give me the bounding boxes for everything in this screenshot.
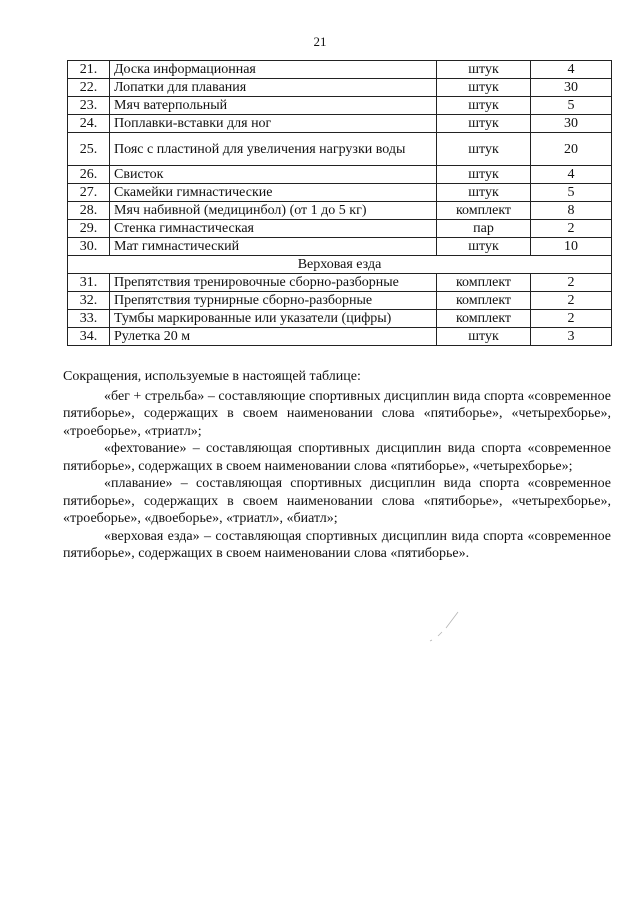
item-name: Мяч ватерпольный bbox=[110, 97, 437, 115]
section-title: Верховая езда bbox=[68, 256, 612, 274]
table-row bbox=[68, 61, 612, 79]
item-name: Тумбы маркированные или указатели (цифры) bbox=[110, 310, 437, 328]
table-row bbox=[68, 328, 612, 346]
item-name: Доска информационная bbox=[110, 61, 437, 79]
item-name: Препятствия турнирные сборно-разборные bbox=[110, 292, 437, 310]
unit: штук bbox=[437, 328, 531, 346]
quantity: 5 bbox=[531, 184, 612, 202]
note-paragraph: «плавание» – составляющая спортивных дисциплин вида спорта «современное пятиборье», содержащих в своем наименовании слова «пятиборье», «четырехборье», «троеборье», «двоеборье», «триатл», «биатл»; bbox=[63, 476, 611, 526]
row-number: 25. bbox=[68, 133, 110, 166]
row-number: 33. bbox=[68, 310, 110, 328]
table-row bbox=[68, 238, 612, 256]
unit: штук bbox=[437, 79, 531, 97]
abbreviations-notes bbox=[63, 368, 611, 563]
unit: штук bbox=[437, 97, 531, 115]
table-row bbox=[68, 202, 612, 220]
note-paragraph: «бег + стрельба» – составляющие спортивных дисциплин вида спорта «современное пятиборье», содержащих в своем наименовании слова «пятиборье», «четырехборье», «троеборье», «триатл»; bbox=[63, 388, 611, 439]
note-paragraph: «верховая езда» – составляющая спортивных дисциплин вида спорта «современное пятиборье», содержащих в своем наименовании слова «пятиборье». bbox=[63, 528, 611, 561]
quantity: 3 bbox=[531, 328, 612, 346]
item-name: Скамейки гимнастические bbox=[110, 184, 437, 202]
unit: комплект bbox=[437, 292, 531, 310]
item-name: Рулетка 20 м bbox=[110, 328, 437, 346]
item-name: Стенка гимнастическая bbox=[110, 220, 437, 238]
faint-pen-mark bbox=[424, 606, 464, 646]
table-row bbox=[68, 115, 612, 133]
row-number: 29. bbox=[68, 220, 110, 238]
unit: комплект bbox=[437, 310, 531, 328]
note-paragraph: «фехтование» – составляющая спортивных дисциплин вида спорта «современное пятиборье», содержащих в своем наименовании слова «пятиборье», «четырехборье»; bbox=[63, 441, 611, 474]
unit: пар bbox=[437, 220, 531, 238]
quantity: 30 bbox=[531, 79, 612, 97]
unit: штук bbox=[437, 133, 531, 166]
quantity: 30 bbox=[531, 115, 612, 133]
row-number: 21. bbox=[68, 61, 110, 79]
row-number: 28. bbox=[68, 202, 110, 220]
table-row bbox=[68, 133, 612, 166]
page-number: 21 bbox=[313, 34, 327, 49]
equipment-table bbox=[67, 60, 612, 346]
row-number: 24. bbox=[68, 115, 110, 133]
unit: комплект bbox=[437, 274, 531, 292]
table-row bbox=[68, 292, 612, 310]
row-number: 26. bbox=[68, 166, 110, 184]
section-header-row bbox=[68, 256, 612, 274]
quantity: 2 bbox=[531, 310, 612, 328]
table-row bbox=[68, 184, 612, 202]
table-row bbox=[68, 220, 612, 238]
item-name: Препятствия тренировочные сборно-разборные bbox=[110, 274, 437, 292]
quantity: 20 bbox=[531, 133, 612, 166]
table-row bbox=[68, 166, 612, 184]
quantity: 10 bbox=[531, 238, 612, 256]
notes-intro: Сокращения, используемые в настоящей таблице: bbox=[63, 369, 361, 384]
quantity: 4 bbox=[531, 166, 612, 184]
quantity: 8 bbox=[531, 202, 612, 220]
row-number: 30. bbox=[68, 238, 110, 256]
item-name: Мат гимнастический bbox=[110, 238, 437, 256]
unit: штук bbox=[437, 238, 531, 256]
item-name: Лопатки для плавания bbox=[110, 79, 437, 97]
row-number: 32. bbox=[68, 292, 110, 310]
item-name: Пояс с пластиной для увеличения нагрузки воды bbox=[110, 133, 437, 166]
unit: штук bbox=[437, 115, 531, 133]
item-name: Свисток bbox=[110, 166, 437, 184]
row-number: 31. bbox=[68, 274, 110, 292]
table-row bbox=[68, 310, 612, 328]
quantity: 4 bbox=[531, 61, 612, 79]
table-row bbox=[68, 79, 612, 97]
table-row bbox=[68, 97, 612, 115]
unit: комплект bbox=[437, 202, 531, 220]
item-name: Мяч набивной (медицинбол) (от 1 до 5 кг) bbox=[110, 202, 437, 220]
table-row bbox=[68, 274, 612, 292]
unit: штук bbox=[437, 166, 531, 184]
row-number: 27. bbox=[68, 184, 110, 202]
quantity: 2 bbox=[531, 274, 612, 292]
row-number: 34. bbox=[68, 328, 110, 346]
unit: штук bbox=[437, 184, 531, 202]
row-number: 23. bbox=[68, 97, 110, 115]
row-number: 22. bbox=[68, 79, 110, 97]
quantity: 5 bbox=[531, 97, 612, 115]
quantity: 2 bbox=[531, 220, 612, 238]
unit: штук bbox=[437, 61, 531, 79]
item-name: Поплавки-вставки для ног bbox=[110, 115, 437, 133]
quantity: 2 bbox=[531, 292, 612, 310]
